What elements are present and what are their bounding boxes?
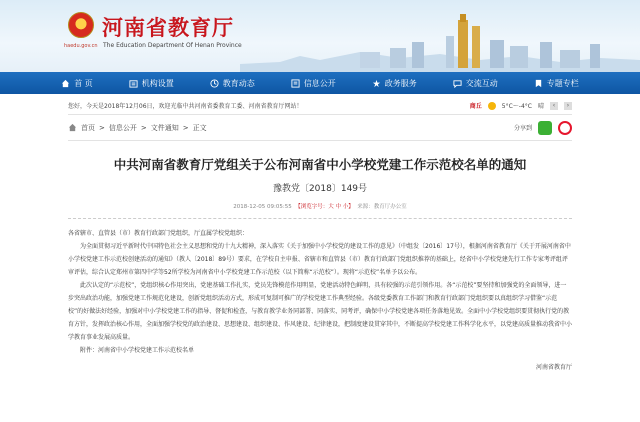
article-source: 来源：教育厅办公室	[357, 204, 407, 210]
org-icon	[129, 79, 138, 88]
weather-temperature: 5°C～-4°C	[501, 103, 532, 110]
share-bar	[514, 121, 572, 135]
nav-item-news[interactable]	[192, 72, 273, 94]
breadcrumb-info[interactable]: 信息公开	[108, 123, 137, 132]
breadcrumb-notices[interactable]: 文件通知	[150, 123, 179, 132]
weather-location: 商丘	[469, 103, 482, 110]
article-body	[68, 227, 572, 374]
document-number: 豫教党〔2018〕149号	[272, 184, 368, 194]
font-size-switcher[interactable]: 【浏览字号：大 中 小】	[295, 204, 354, 210]
paragraph: 为全面贯彻习近平新时代中国特色社会主义思想和党的十九大精神，深入落实《关于加强中小学校党的建设工作的意见》（中组发〔2016〕17号），根据河南省教育厅《关于开展河南省中小学校党建工作示范校创建活动的通知》（教人〔2018〕89号）要求，在学校自主申报、省辖市和直管县（市）教育行政部门党组织推荐的基础上，经省中小学校党建先行工作专家考评组评审评估，综合认定郑州市第四中学等52所学校为河南省中小学校党建工作示范校（以下简称“示范校”）。现将“示范校”名单予以公布。	[68, 243, 571, 276]
breadcrumb-current: 正文	[192, 123, 207, 132]
national-emblem-logo	[68, 12, 94, 38]
welcome-text: 您好，今天是2018年12月06日，欢迎光临中共河南省委教育工委、河南省教育厅网站！	[68, 103, 303, 110]
signature: 河南省教育厅	[535, 364, 572, 371]
weather-widget	[470, 101, 572, 110]
site-subtitle: The Education Department Of Henan Province	[103, 42, 242, 49]
breadcrumb	[68, 123, 207, 133]
salutation: 各省辖市、直管县（市）教育行政部门党组织，厅直属学校党组织：	[68, 230, 249, 237]
info-icon	[291, 79, 300, 88]
city-skyline-banner	[240, 12, 640, 72]
nav-item-label: 专题专栏	[546, 78, 579, 88]
nav-item-label: 政务服务	[384, 78, 417, 88]
nav-item-org[interactable]	[111, 72, 192, 94]
wechat-share-icon[interactable]	[538, 121, 552, 135]
main-nav	[0, 72, 640, 94]
breadcrumb-bar	[68, 115, 572, 141]
nav-item-chat[interactable]	[435, 72, 516, 94]
share-label: 分享到	[513, 125, 532, 132]
nav-item-label: 教育动态	[222, 78, 255, 88]
publish-date: 2018-12-05 09:05:55	[233, 204, 292, 210]
breadcrumb-home[interactable]: 首页	[81, 123, 95, 132]
site-title[interactable]: 河南省教育厅	[102, 16, 234, 40]
nav-item-label: 首 页	[74, 78, 93, 88]
news-icon	[210, 79, 219, 88]
weather-next-icon[interactable]: ›	[564, 102, 572, 110]
breadcrumb-separator: >	[182, 123, 189, 132]
paragraph: 此次认定的“示范校”，党组织核心作用突出，党建基础工作扎实，党员先锋模范作用明显，党建活动特色鲜明，具有较强的示范引领作用。各“示范校”要坚持和加强党的全面领导，进一步突出政治功能，加强党建工作规范化建设，创新党组织活动方式，形成可复制可推广的学校党建工作典型经验。各级党委教育工作部门和教育行政部门党组织要以真组织学习借鉴“示范校”的好做法好经验，加强对中小学校党建工作的指导、督促和检查，与教育教学业务同部署、同落实、同考评，确保中小学校党建各项任务落地见效。全面中小学校党组织要贯彻执行党的教育方针，发挥政治核心作用，全面加强学校党的政治建设、思想建设、组织建设、作风建设、纪律建设，把制度建设贯穿其中，不断提高学校党建工作科学化水平，以党建高质量推动我省中小学教育事业发展高质量。	[68, 282, 573, 341]
notice-bar	[68, 97, 572, 115]
article-title: 中共河南省教育厅党组关于公布河南省中小学校党建工作示范校名单的通知	[113, 157, 527, 172]
nav-item-label: 机构设置	[141, 78, 174, 88]
sun-icon	[488, 102, 496, 110]
nav-item-service[interactable]	[354, 72, 435, 94]
breadcrumb-separator: >	[140, 123, 147, 132]
weibo-share-icon[interactable]	[558, 121, 572, 135]
nav-item-label: 信息公开	[303, 78, 336, 88]
article-meta	[68, 202, 572, 219]
nav-item-home[interactable]	[43, 72, 111, 94]
nav-item-label: 交流互动	[465, 78, 498, 88]
attachment-link[interactable]: 附件：河南省中小学校党建工作示范校名单	[80, 347, 195, 354]
site-header	[0, 0, 640, 72]
topic-icon	[534, 79, 543, 88]
service-icon	[372, 79, 381, 88]
breadcrumb-separator: >	[99, 123, 105, 132]
nav-item-topic[interactable]	[516, 72, 597, 94]
weather-prev-icon[interactable]: ‹	[550, 102, 558, 110]
chat-icon	[453, 79, 462, 88]
article	[68, 155, 572, 374]
weather-condition: 晴	[537, 103, 544, 110]
home-icon	[68, 123, 77, 132]
home-icon	[61, 79, 70, 88]
nav-item-info[interactable]	[273, 72, 354, 94]
site-domain: haedu.gov.cn	[64, 43, 98, 49]
